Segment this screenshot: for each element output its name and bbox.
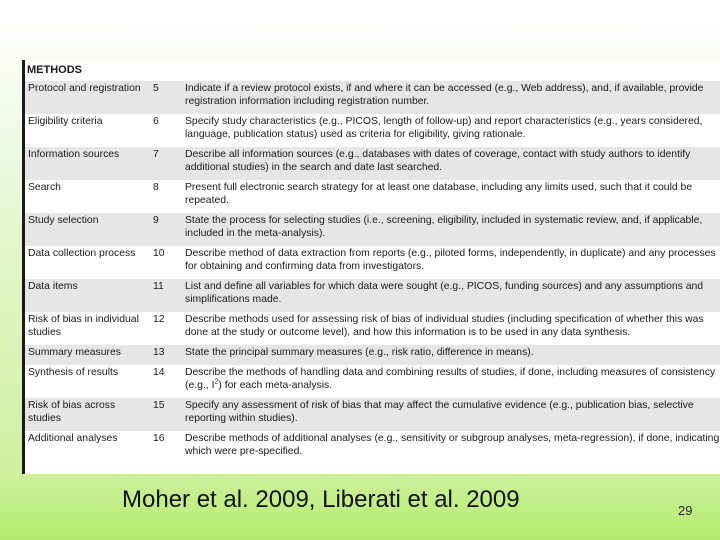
row-item-number: 14	[151, 365, 181, 398]
page-number: 29	[678, 503, 693, 518]
table-row	[25, 213, 720, 246]
row-description: State the principal summary measures (e.g., risk ratio, difference in means).	[181, 345, 720, 365]
table-row	[25, 114, 720, 147]
row-topic: Risk of bias across studies	[25, 398, 151, 431]
table-row	[25, 246, 720, 279]
table-row	[25, 398, 720, 431]
row-topic: Eligibility criteria	[25, 114, 151, 147]
row-description: State the process for selecting studies (i.e., screening, eligibility, included in systematic review, and, if applicable, included in the meta-analysis).	[181, 213, 720, 246]
row-description: Describe method of data extraction from reports (e.g., piloted forms, independently, in duplicate) and any processes for obtaining and confirming data from investigators.	[181, 246, 720, 279]
row-item-number: 6	[151, 114, 181, 147]
row-topic: Data collection process	[25, 246, 151, 279]
row-topic: Information sources	[25, 147, 151, 180]
row-topic: Protocol and registration	[25, 81, 151, 114]
row-item-number: 8	[151, 180, 181, 213]
citation-text: Moher et al. 2009, Liberati et al. 2009	[122, 486, 520, 513]
superscript: 2	[214, 378, 219, 386]
row-item-number: 11	[151, 279, 181, 312]
row-description: Describe all information sources (e.g., databases with dates of coverage, contact with study authors to identify additional studies) in the search and date last searched.	[181, 147, 720, 180]
table-row	[25, 431, 720, 464]
table-heading-row	[25, 60, 720, 81]
description-text: ) for each meta-analysis.	[218, 379, 333, 391]
prisma-methods-table	[22, 60, 720, 474]
row-topic: Risk of bias in individual studies	[25, 312, 151, 345]
row-item-number: 15	[151, 398, 181, 431]
row-description: List and define all variables for which data were sought (e.g., PICOS, funding sources) and any assumptions and simplifications made.	[181, 279, 720, 312]
row-topic: Summary measures	[25, 345, 151, 365]
row-description: Specify any assessment of risk of bias that may affect the cumulative evidence (e.g., publication bias, selective reporting within studies).	[181, 398, 720, 431]
row-description: Indicate if a review protocol exists, if and where it can be accessed (e.g., Web address), and, if available, provide registration information including registration number.	[181, 81, 720, 114]
row-topic: Additional analyses	[25, 431, 151, 464]
row-item-number: 7	[151, 147, 181, 180]
table-row	[25, 312, 720, 345]
row-item-number: 16	[151, 431, 181, 464]
row-item-number: 12	[151, 312, 181, 345]
table-row	[25, 180, 720, 213]
row-description: Specify study characteristics (e.g., PICOS, length of follow-up) and report characteristics (e.g., years considered, language, publication status) used as criteria for eligibility, giving rationale.	[181, 114, 720, 147]
row-item-number: 5	[151, 81, 181, 114]
row-description: Present full electronic search strategy for at least one database, including any limits used, such that it could be repeated.	[181, 180, 720, 213]
section-heading: METHODS	[25, 60, 720, 81]
description-text: Describe the methods of handling data and combining results of studies, if done, including measures of consistency (e.g., I	[185, 367, 716, 391]
row-item-number: 10	[151, 246, 181, 279]
methods-table	[25, 60, 720, 464]
row-item-number: 9	[151, 213, 181, 246]
table-row	[25, 81, 720, 114]
table-row	[25, 147, 720, 180]
row-topic: Synthesis of results	[25, 365, 151, 398]
table-row	[25, 279, 720, 312]
row-description	[181, 365, 720, 398]
row-topic: Search	[25, 180, 151, 213]
table-row	[25, 365, 720, 398]
table-row	[25, 345, 720, 365]
row-topic: Study selection	[25, 213, 151, 246]
row-item-number: 13	[151, 345, 181, 365]
row-description: Describe methods used for assessing risk of bias of individual studies (including specification of whether this was done at the study or outcome level), and how this information is to be used in any data synthesis.	[181, 312, 720, 345]
row-topic: Data items	[25, 279, 151, 312]
row-description: Describe methods of additional analyses (e.g., sensitivity or subgroup analyses, meta-regression), if done, indicating which were pre-specified.	[181, 431, 720, 464]
